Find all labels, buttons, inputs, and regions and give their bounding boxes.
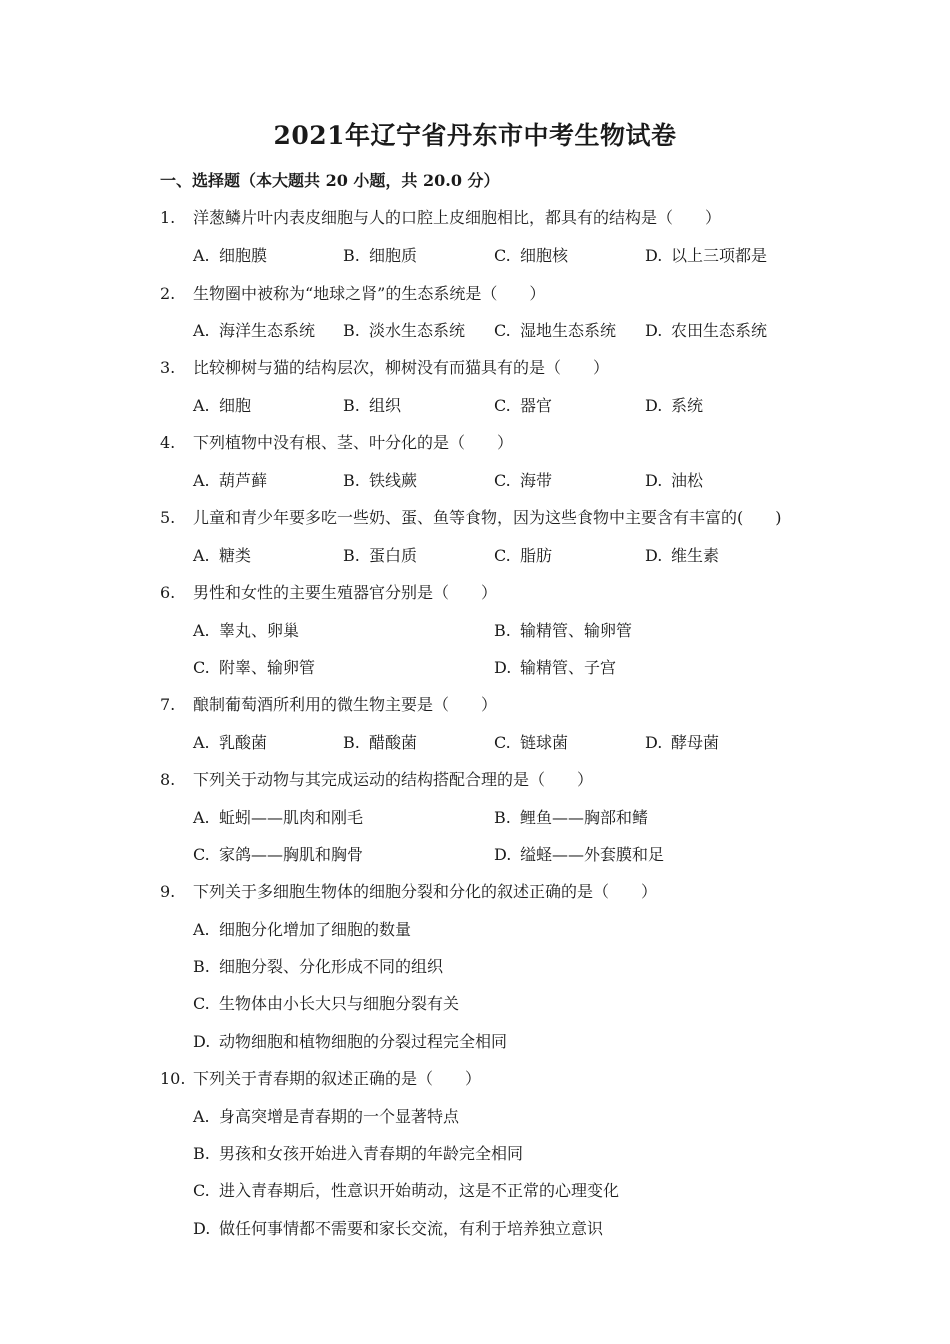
question-2 <box>160 281 545 304</box>
question-text: 比较柳树与猫的结构层次，柳树没有而猫具有的是（ ） <box>193 358 610 377</box>
option-b: B. 醋酸菌 <box>343 733 418 752</box>
option-c: C. 家鸽——胸肌和胸骨 <box>193 845 364 864</box>
option-a: A. 海洋生态系统 <box>193 321 316 340</box>
option-c: C. 器官 <box>494 396 553 415</box>
question-3 <box>160 355 609 378</box>
question-7 <box>160 692 497 715</box>
option-c: C. 湿地生态系统 <box>494 321 617 340</box>
question-text: 男性和女性的主要生殖器官分别是（ ） <box>193 583 498 602</box>
question-text: 下列植物中没有根、茎、叶分化的是（ ） <box>193 433 514 452</box>
question-text: 洋葱鳞片叶内表皮细胞与人的口腔上皮细胞相比，都具有的结构是（ ） <box>193 208 722 227</box>
option-d: D. 以上三项都是 <box>645 246 768 265</box>
option-c: C. 海带 <box>494 471 553 490</box>
option-a: A. 细胞 <box>193 396 252 415</box>
option-c: C. 脂肪 <box>494 546 553 565</box>
question-text: 酿制葡萄酒所利用的微生物主要是（ ） <box>193 695 498 714</box>
question-number: 3. <box>160 358 176 377</box>
option-b: B. 淡水生态系统 <box>343 321 466 340</box>
option-d: D. 做任何事情都不需要和家长交流，有利于培养独立意识 <box>193 1219 604 1238</box>
option-c: C. 附睾、输卵管 <box>193 658 316 677</box>
question-text: 儿童和青少年要多吃一些奶、蛋、鱼等食物，因为这些食物中主要含有丰富的( ) <box>193 508 782 527</box>
question-number: 1. <box>160 208 176 227</box>
question-number: 8. <box>160 770 176 789</box>
option-c: C. 进入青春期后，性意识开始萌动，这是不正常的心理变化 <box>193 1181 620 1200</box>
question-number: 6. <box>160 583 176 602</box>
question-number: 10. <box>160 1069 186 1088</box>
option-d: D. 动物细胞和植物细胞的分裂过程完全相同 <box>193 1032 508 1051</box>
option-a: A. 葫芦藓 <box>193 471 268 490</box>
option-b: B. 蛋白质 <box>343 546 418 565</box>
question-number: 4. <box>160 433 176 452</box>
question-6 <box>160 580 497 603</box>
question-9 <box>160 879 657 902</box>
option-d: D. 输精管、子宫 <box>494 658 617 677</box>
option-b: B. 细胞质 <box>343 246 418 265</box>
option-b: B. 细胞分裂、分化形成不同的组织 <box>193 957 444 976</box>
question-5 <box>160 505 782 528</box>
option-c: C. 细胞核 <box>494 246 569 265</box>
option-d: D. 缢蛏——外套膜和足 <box>494 845 665 864</box>
option-a: A. 蚯蚓——肌肉和刚毛 <box>193 808 364 827</box>
option-b: B. 输精管、输卵管 <box>494 621 633 640</box>
option-b: B. 鲤鱼——胸部和鳍 <box>494 808 649 827</box>
option-a: A. 乳酸菌 <box>193 733 268 752</box>
option-a: A. 糖类 <box>193 546 252 565</box>
option-c: C. 生物体由小长大只与细胞分裂有关 <box>193 994 460 1013</box>
option-d: D. 维生素 <box>645 546 720 565</box>
option-b: B. 男孩和女孩开始进入青春期的年龄完全相同 <box>193 1144 524 1163</box>
option-a: A. 细胞膜 <box>193 246 268 265</box>
option-d: D. 系统 <box>645 396 704 415</box>
question-1 <box>160 205 721 228</box>
option-b: B. 组织 <box>343 396 402 415</box>
option-d: D. 农田生态系统 <box>645 321 768 340</box>
question-4 <box>160 430 513 453</box>
question-text: 下列关于多细胞生物体的细胞分裂和分化的叙述正确的是（ ） <box>193 882 658 901</box>
option-a: A. 睾丸、卵巢 <box>193 621 300 640</box>
question-number: 9. <box>160 882 176 901</box>
option-c: C. 链球菌 <box>494 733 569 752</box>
option-a: A. 细胞分化增加了细胞的数量 <box>193 920 412 939</box>
question-text: 下列关于动物与其完成运动的结构搭配合理的是（ ） <box>193 770 594 789</box>
question-text: 下列关于青春期的叙述正确的是（ ） <box>193 1069 482 1088</box>
question-number: 2. <box>160 284 176 303</box>
page-title: 2021年辽宁省丹东市中考生物试卷 <box>273 121 677 150</box>
option-a: A. 身高突增是青春期的一个显著特点 <box>193 1107 460 1126</box>
option-b: B. 铁线蕨 <box>343 471 418 490</box>
question-number: 5. <box>160 508 176 527</box>
question-10 <box>160 1066 481 1089</box>
option-d: D. 酵母菌 <box>645 733 720 752</box>
question-text: 生物圈中被称为“地球之肾”的生态系统是（ ） <box>193 284 546 303</box>
section-heading: 一、选择题（本大题共 20 小题，共 20.0 分） <box>160 171 500 190</box>
question-number: 7. <box>160 695 176 714</box>
option-d: D. 油松 <box>645 471 704 490</box>
question-8 <box>160 767 593 790</box>
